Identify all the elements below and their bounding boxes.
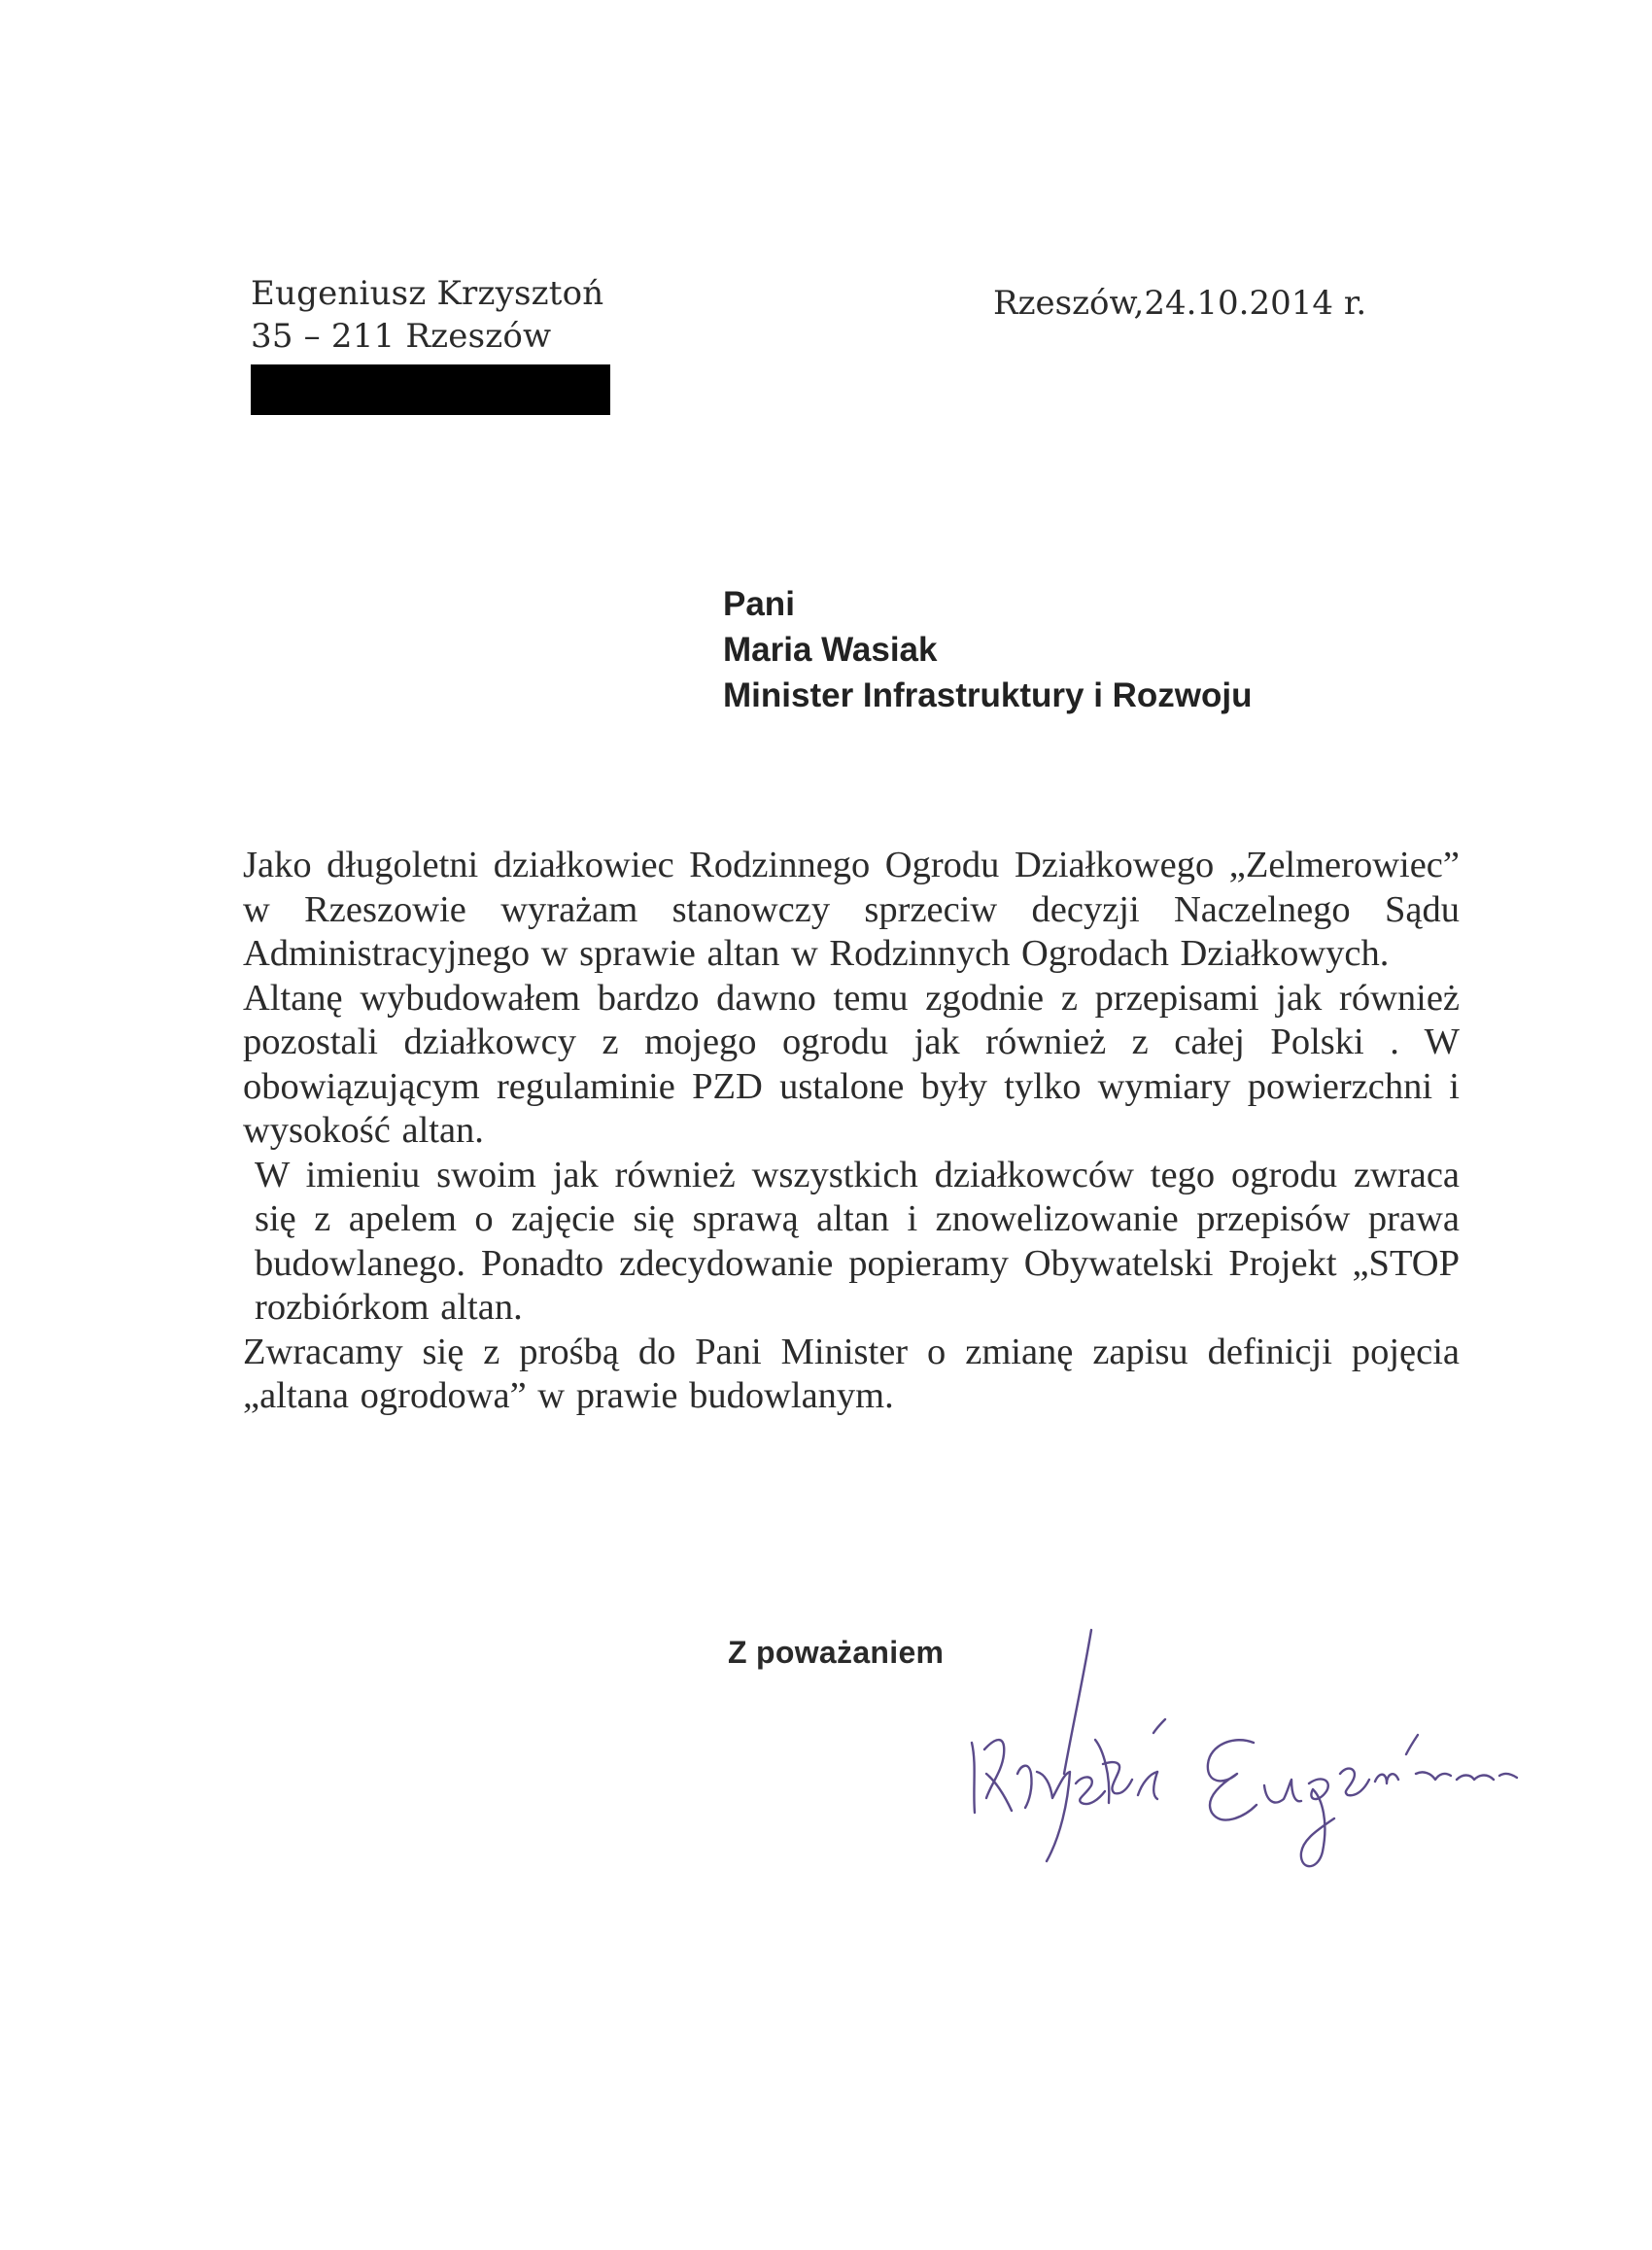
closing-phrase: Z poważaniem <box>728 1635 945 1670</box>
recipient-name: Maria Wasiak <box>723 631 938 669</box>
body-paragraph-3: W imieniu swoim jak również wszystkich działkowców tego ogrodu zwraca się z apelem o zajęcie się sprawą altan i znowelizowanie przepisów prawa budowlanego. Ponadto zdecydowanie popieramy Obywatelski Projekt „STOP rozbiórkom altan. <box>255 1154 1460 1328</box>
body-paragraph-1: Jako długoletni działkowiec Rodzinnego Ogrodu Działkowego „Zelmerowiec” w Rzeszowie wyrażam stanowczy sprzeciw decyzji Naczelnego Sądu Administracyjnego w sprawie altan w Rodzinnych Ogrodach Działkowych. <box>243 845 1460 974</box>
handwritten-signature <box>967 1628 1521 1871</box>
recipient-block <box>723 581 1253 718</box>
sender-address: 35 – 211 Rzeszów <box>251 317 552 356</box>
redaction-bar <box>251 364 610 415</box>
body-paragraph-2: Altanę wybudowałem bardzo dawno temu zgodnie z przepisami jak również pozostali działkowcy z mojego ogrodu jak również z całej Polski . W obowiązującym regulaminie PZD ustalone były tylko wymiary powierzchni i wysokość altan. <box>243 977 1460 1151</box>
recipient-title: Minister Infrastruktury i Rozwoju <box>723 676 1253 714</box>
letter-date: Rzeszów,24.10.2014 r. <box>993 284 1367 323</box>
recipient-salutation: Pani <box>723 585 795 623</box>
sender-block <box>251 272 603 358</box>
letter-body <box>243 844 1460 1419</box>
body-paragraph-4: Zwracamy się z prośbą do Pani Minister o zmianę zapisu definicji pojęcia „altana ogrodowa” w prawie budowlanym. <box>243 1331 1460 1416</box>
sender-name: Eugeniusz Krzysztoń <box>251 274 604 313</box>
